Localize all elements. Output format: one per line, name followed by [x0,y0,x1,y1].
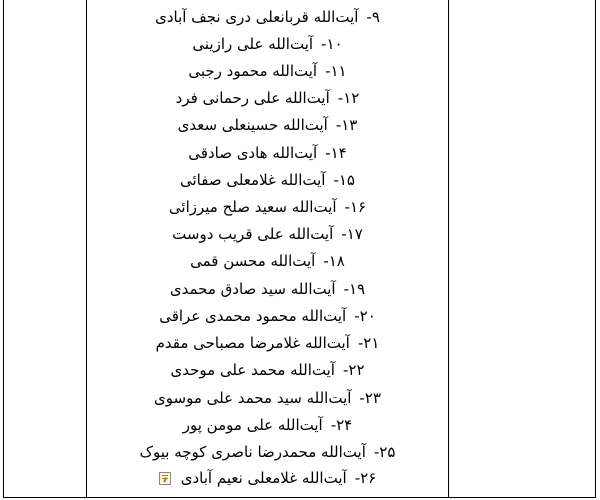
list-item [87,194,448,220]
list-item [87,4,448,30]
item-name: آیت‌الله غلامعلی صفائی [179,171,326,189]
item-name: آیت‌الله سید محمد علی موسوی [154,389,352,407]
list-item [87,330,448,356]
list-item [87,276,448,302]
item-name: آیت‌الله غلامعلی نعیم آبادی [180,469,347,487]
list-item [87,31,448,57]
list-item [87,303,448,329]
item-name: آیت‌الله حسینعلی سعدی [177,116,328,134]
list-item [87,112,448,138]
item-number: ۱۷- [341,225,363,243]
item-number: ۱۸- [323,252,345,270]
item-number: ۱۰- [321,35,343,53]
list-item [87,439,448,465]
list-item [87,465,448,491]
list-item [87,140,448,166]
item-number: ۱۱- [325,62,347,80]
table-column-divider-right [448,0,449,497]
item-name: آیت‌الله علی مومن پور [182,416,323,434]
item-number: ۱۲- [337,89,360,107]
members-table [3,0,596,498]
item-name: آیت‌الله علی رازینی [192,35,314,53]
list-item [87,167,448,193]
item-name: آیت‌الله محمدرضا ناصری کوچه بیوک [139,443,366,461]
item-name: آیت‌الله قربانعلی دری نجف آبادی [155,8,359,26]
item-number: ۱۹- [343,280,366,298]
item-name: آیت‌الله غلامرضا مصباحی مقدم [155,334,350,352]
item-number: ۲۲- [342,361,365,379]
item-name: آیت‌الله سعید صلح میرزائی [168,198,337,216]
item-name: آیت‌الله هادی صادقی [188,144,318,162]
list-item [87,58,448,84]
item-number: ۲۴- [330,416,353,434]
list-item [87,412,448,438]
item-number: ۲۵- [373,443,396,461]
item-number: ۲۰- [354,307,376,325]
item-number: ۲۳- [359,389,381,407]
item-number: ۱۴- [325,144,347,162]
item-name: آیت‌الله محمود محمدی عراقی [159,307,347,325]
list-item [87,221,448,247]
item-name: آیت‌الله سید صادق محمدی [169,280,336,298]
list-item [87,248,448,274]
item-name: آیت‌الله محسن قمی [190,252,316,270]
item-name: آیت‌الله علی رحمانی فرد [175,89,330,107]
item-name: آیت‌الله علی قریب دوست [172,225,334,243]
document-edit-icon[interactable] [159,472,171,485]
members-list-cell [87,0,448,497]
item-name: آیت‌الله محمد علی موحدی [170,361,335,379]
item-number: ۲۶- [354,469,377,487]
list-item [87,385,448,411]
list-item [87,85,448,111]
item-name: آیت‌الله محمود رجبی [188,62,318,80]
item-number: ۱۶- [344,198,367,216]
item-number: ۱۳- [335,116,358,134]
item-number: ۱۵- [333,171,355,189]
list-item [87,357,448,383]
item-number: ۲۱- [357,334,380,352]
item-number: ۹- [366,8,380,26]
